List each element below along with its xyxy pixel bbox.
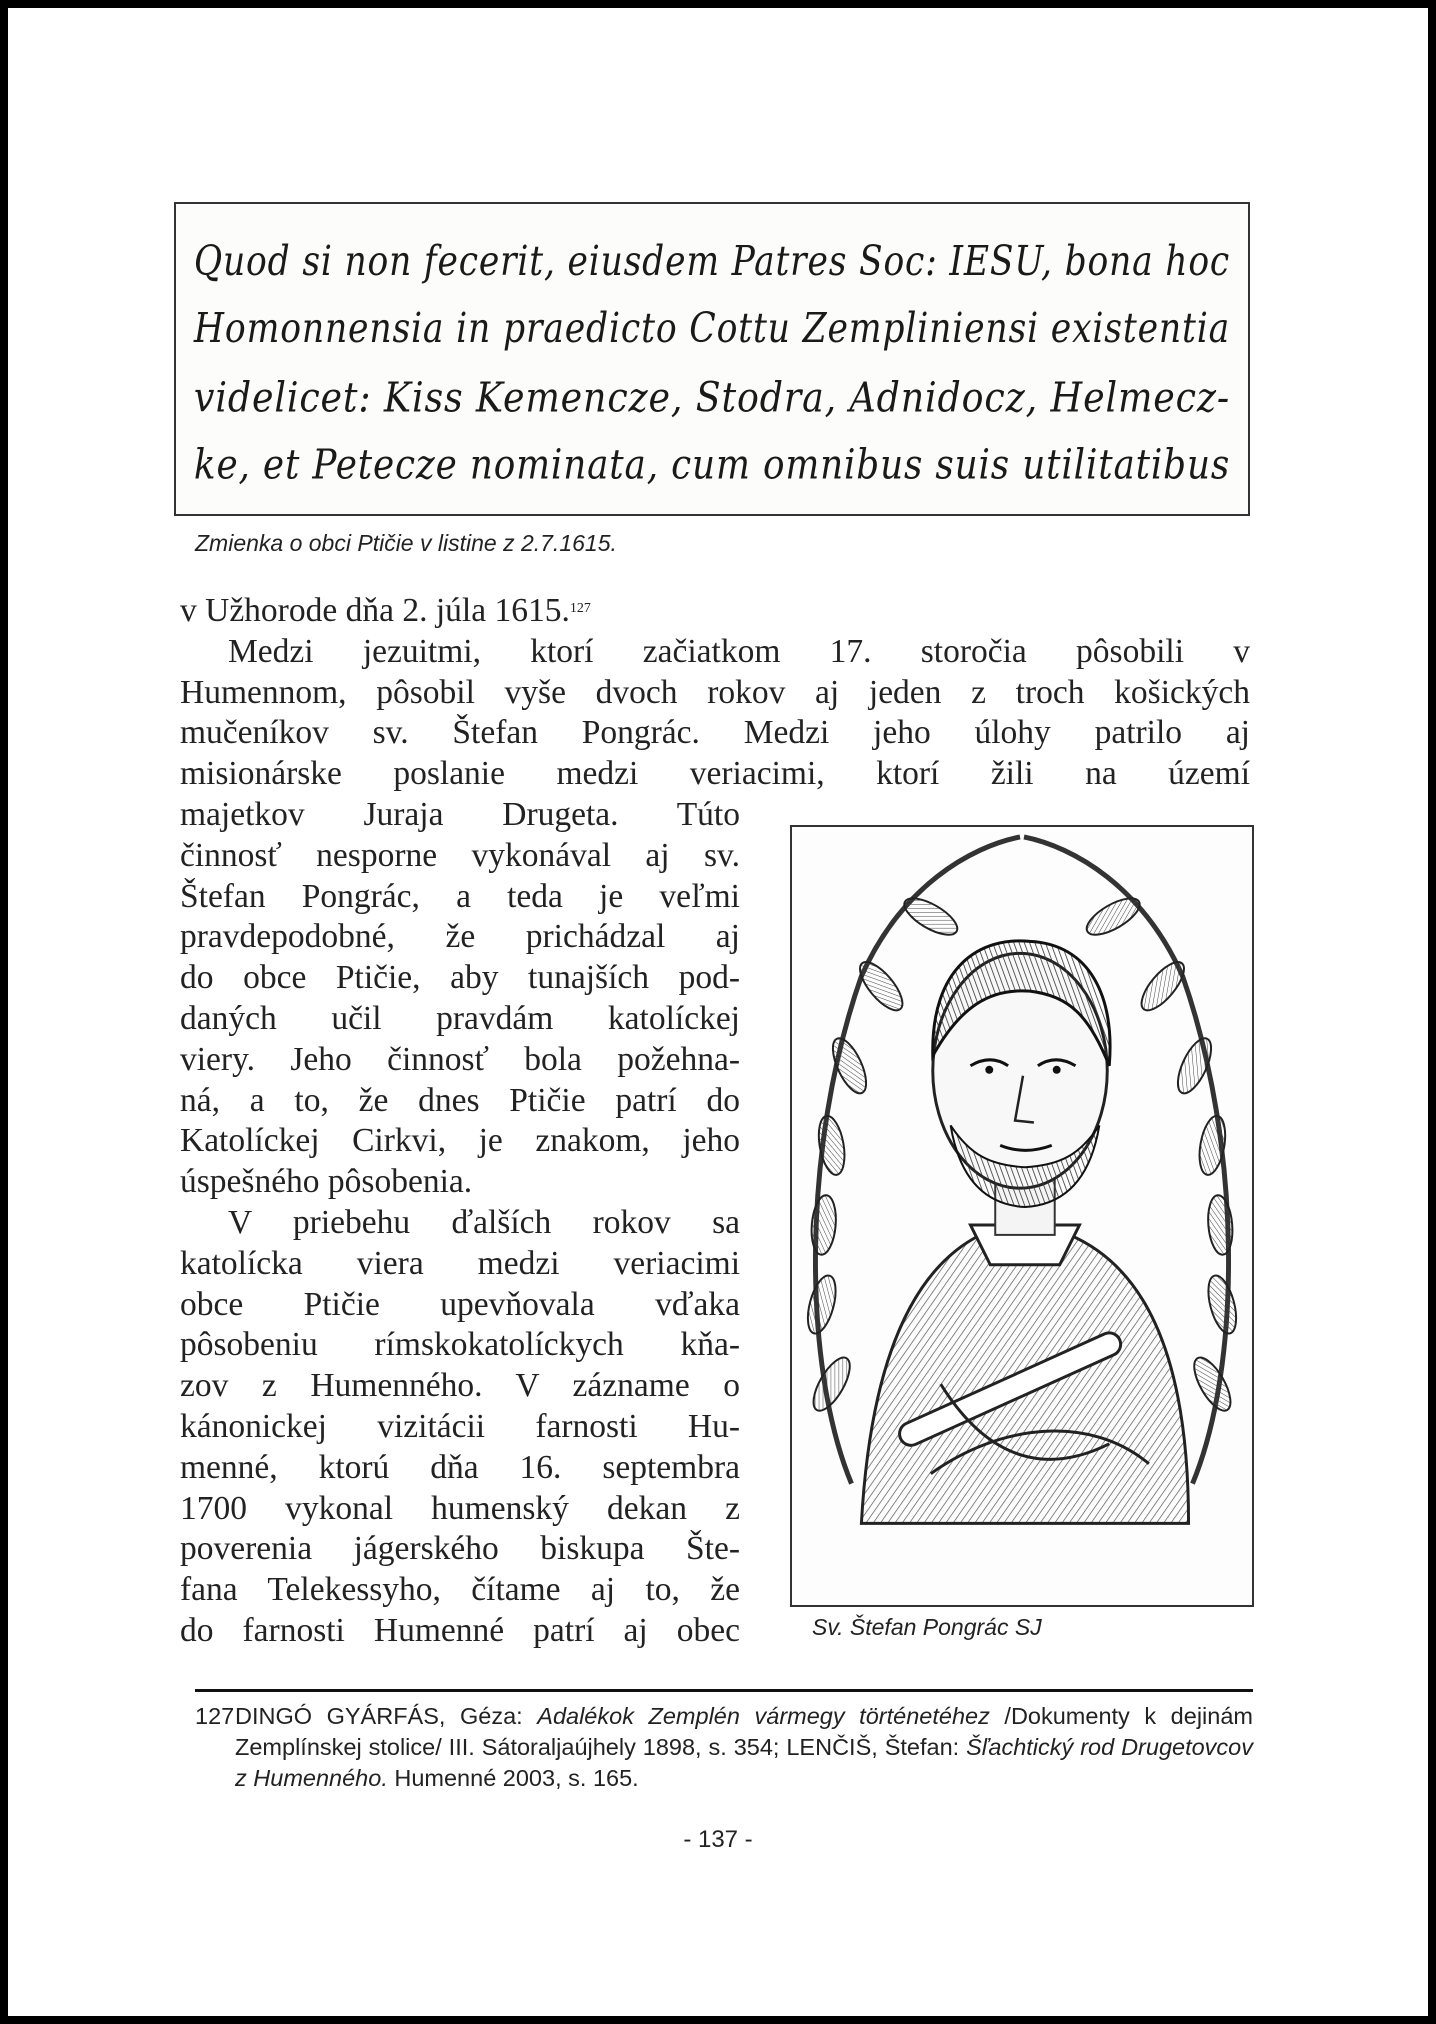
footnote-text: DINGÓ GYÁRFÁS, Géza: Adalékok Zemplén vármegy történetéhez /Dokumenty k dejinám Zemplínskej stolice/ III. Sátoraljaújhely 1898, s. 354; LENČIŠ, Štefan: Šľachtický rod Drugetovcov z Humenného. Humenné 2003, s. 165. xyxy=(235,1703,1253,1791)
manuscript-line: ke, et Petecze nominata, cum omnibus suis utilitatibus xyxy=(193,439,1231,489)
text-line: fana Telekessyho, čítame aj to, že xyxy=(180,1571,740,1609)
page-number: - 137 - xyxy=(683,1826,753,1853)
text-line: Štefan Pongrác, a teda je veľmi xyxy=(180,877,740,915)
text-line: menné, ktorú dňa 16. septembra xyxy=(180,1448,740,1486)
footnote xyxy=(195,1701,1253,1794)
text-line: mučeníkov sv. Štefan Pongrác. Medzi jeho úlohy patrilo aj xyxy=(180,714,1250,752)
text-line: do farnosti Humenné patrí aj obec xyxy=(180,1611,740,1649)
text-line: Katolíckej Cirkvi, je znakom, jeho xyxy=(180,1122,740,1160)
text-line: obce Ptičie upevňovala vďaka xyxy=(180,1285,740,1323)
portrait-caption: Sv. Štefan Pongrác SJ xyxy=(812,1614,1042,1640)
body-text-column xyxy=(180,795,740,1652)
text-line: Medzi jezuitmi, ktorí začiatkom 17. storočia pôsobili v xyxy=(228,632,1250,670)
text-line: zov z Humenného. V zázname o xyxy=(180,1367,740,1405)
manuscript-image xyxy=(174,202,1250,516)
text-line: pôsobeniu rímskokatolíckych kňa- xyxy=(180,1326,740,1364)
manuscript-line: Quod si non fecerit, eiusdem Patres Soc: IESU, bona hoc xyxy=(193,236,1231,286)
text-line: majetkov Juraja Drugeta. Túto xyxy=(180,796,740,833)
text-line: do obce Ptičie, aby tunajších pod- xyxy=(180,959,740,997)
footnote-number: 127 xyxy=(195,1703,235,1729)
manuscript-caption: Zmienka o obci Ptičie v listine z 2.7.1615. xyxy=(195,530,617,556)
text-line: misionárske poslanie medzi veriacimi, ktorí žili na území xyxy=(180,755,1250,793)
manuscript-line: videlicet: Kiss Kemencze, Stodra, Adnidocz, Helmecz- xyxy=(193,372,1231,422)
text-line: pravdepodobné, že prichádzal aj xyxy=(180,918,740,956)
text-line: poverenia jágerského biskupa Šte- xyxy=(180,1530,740,1568)
text-line: úspešného pôsobenia. xyxy=(180,1163,473,1201)
text-line: v Užhorode dňa 2. júla 1615.$^{127}$ xyxy=(180,592,591,629)
portrait-image xyxy=(790,825,1254,1607)
text-line: katolícka viera medzi veriacimi xyxy=(180,1244,740,1282)
text-line: ná, a to, že dnes Ptičie patrí do xyxy=(180,1081,740,1119)
text-line: 1700 vykonal humenský dekan z xyxy=(180,1489,740,1527)
text-line: činnosť nesporne vykonával aj sv. xyxy=(180,836,740,874)
text-line: viery. Jeho činnosť bola požehna- xyxy=(180,1040,740,1078)
text-line: V priebehu ďalších rokov sa xyxy=(228,1203,740,1241)
text-line: kánonickej vizitácii farnosti Hu- xyxy=(180,1407,740,1445)
footnote-title: Šľachtický rod Drugetovcov z Humenného. xyxy=(235,1734,1253,1791)
footnote-ref[interactable]: 127 xyxy=(569,601,591,616)
text-line: Humennom, pôsobil vyše dvoch rokov aj jeden z troch košických xyxy=(180,673,1250,711)
footnote-rule xyxy=(195,1689,1253,1692)
body-text-full xyxy=(180,591,1250,795)
manuscript-line: Homonnensia in praedicto Cottu Zempliniensi existentia xyxy=(193,303,1231,353)
text-line: daných učil pravdám katolíckej xyxy=(180,999,740,1037)
footnote-title: Adalékok Zemplén vármegy történetéhez xyxy=(537,1703,990,1729)
